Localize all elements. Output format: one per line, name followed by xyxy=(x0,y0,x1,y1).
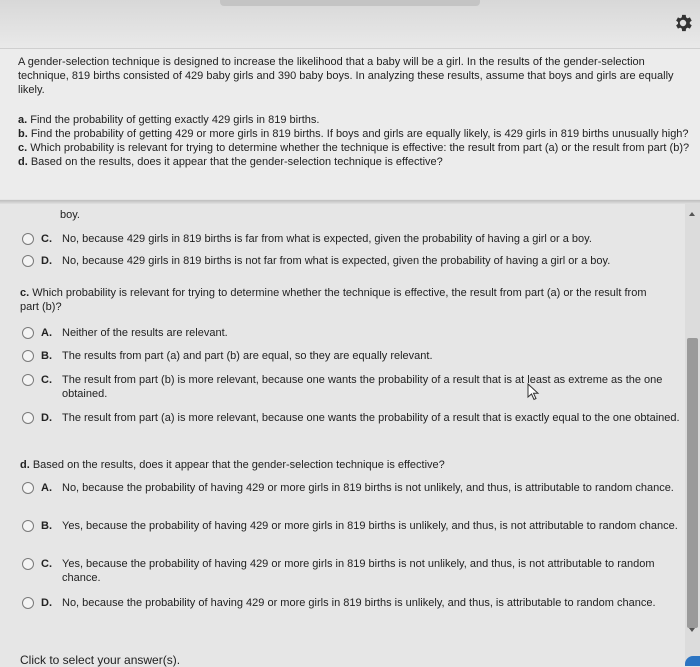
radio-button[interactable] xyxy=(22,482,34,494)
cut-off-text: boy. xyxy=(60,209,80,221)
answer-pane: boy. C. No, because 429 girls in 819 births is far from what is expected, given the probability of having a girl or a boy. D. No, because 429 girls in 819 births is not far from what is expected, given the probability of having a girl or a boy. c. Which probability is relevant for trying to determine whether the technique is effective, the result from part (a) or the result from part (b)? A. Neither of the results are relevant. B. The results from part (a) and part (b) are equal, so they are equally relevant. C. The result from part (b) is more relevant, because one wants the probability of a result that is at least as extreme as the one obtained. D. The result from part (a) is more relevant, because one wants the probability of a result that is exactly equal to the one obtained. d. Based on the results, does it appear that the gender-selection technique is effective? A. No, because the probability of having 429 or more girls in 819 births is not unlikely, and thus, is attributable to random chance. B. Yes, because the probability of having 429 or more girls in 819 births is unlikely, and thus, is not attributable to random chance. C. Yes, because the probability of having 429 or more girls in 819 births is not unlikely, and thus, is not attributable to random chance. D. No, because the probability of having 429 or more girls in 819 births is unlikely, and thus, is attributable to random chance. xyxy=(0,204,685,666)
help-button[interactable] xyxy=(685,656,700,666)
radio-button[interactable] xyxy=(22,374,34,386)
problem-part-b: b. Find the probability of getting 429 or more girls in 819 births. If boys and girls are equally likely, is 429 girls in 819 births unusually high? xyxy=(18,128,689,140)
problem-part-a: a. Find the probability of getting exactly 429 girls in 819 births. xyxy=(18,114,320,126)
problem-intro: A gender-selection technique is designed to increase the likelihood that a baby will be a girl. In the results of the gender-selection technique, 819 births consisted of 429 baby girls and 390 baby boys. In analyzing these results, assume that boys and girls are equally likely. xyxy=(18,56,674,96)
radio-button[interactable] xyxy=(22,255,34,267)
radio-button[interactable] xyxy=(22,558,34,570)
radio-button[interactable] xyxy=(22,233,34,245)
radio-button[interactable] xyxy=(22,350,34,362)
problem-part-d: d. Based on the results, does it appear that the gender-selection technique is effective? xyxy=(18,156,443,168)
gear-icon[interactable] xyxy=(672,12,694,34)
scroll-down-arrow-icon[interactable] xyxy=(689,628,695,632)
top-toolbar xyxy=(0,0,700,48)
scroll-up-arrow-icon[interactable] xyxy=(689,212,695,216)
radio-button[interactable] xyxy=(22,412,34,424)
scrollbar[interactable] xyxy=(685,204,700,666)
question-d: d. Based on the results, does it appear that the gender-selection technique is effective? xyxy=(20,459,445,471)
radio-button[interactable] xyxy=(22,327,34,339)
problem-parts xyxy=(18,113,690,169)
radio-button[interactable] xyxy=(22,520,34,532)
problem-statement xyxy=(0,48,700,199)
footer-instruction: Click to select your answer(s). xyxy=(20,653,181,667)
problem-part-c: c. Which probability is relevant for trying to determine whether the technique is effective: the result from part (a) or the result from part (b)? xyxy=(18,142,690,154)
radio-button[interactable] xyxy=(22,597,34,609)
pointer-cursor-icon xyxy=(527,383,541,401)
question-c: c. Which probability is relevant for trying to determine whether the technique is effective, the result from part (a) or the result from part (b)? xyxy=(20,287,647,313)
toolbar-tab xyxy=(220,0,480,6)
scrollbar-thumb[interactable] xyxy=(687,338,698,628)
